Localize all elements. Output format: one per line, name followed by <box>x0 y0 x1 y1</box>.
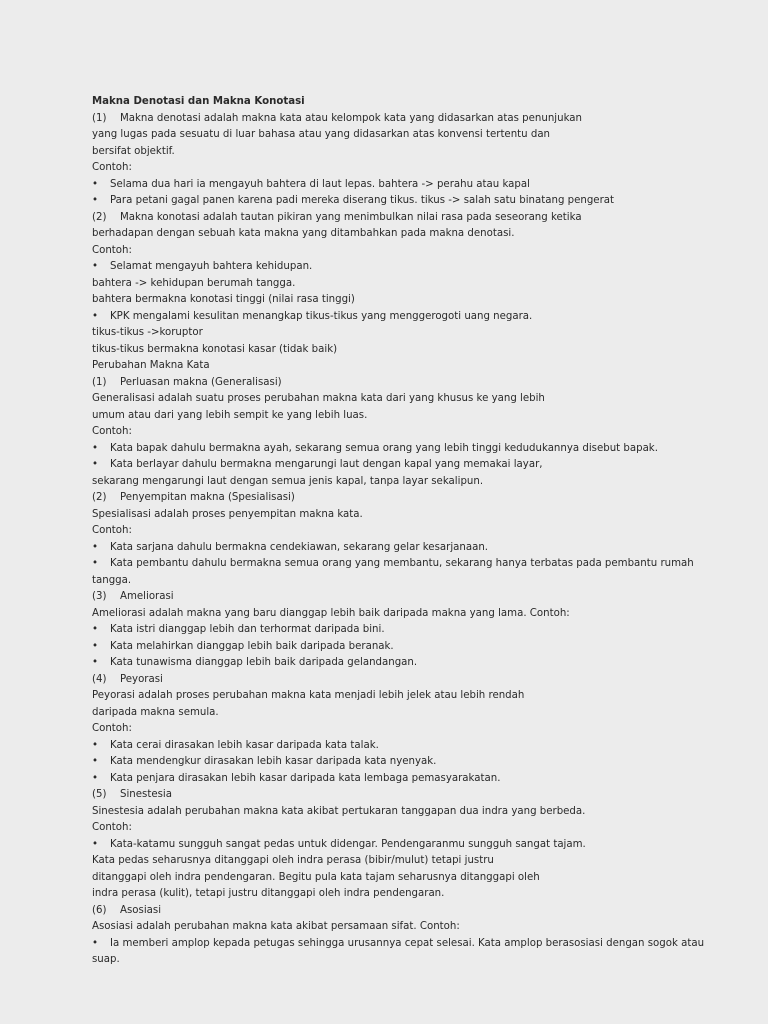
line-text: Asosiasi <box>120 904 162 916</box>
text-line <box>92 507 732 524</box>
text-line <box>92 127 732 144</box>
line-text: Selamat mengayuh bahtera kehidupan. <box>110 261 313 272</box>
line-text: Kata cerai dirasakan lebih kasar daripada kata talak. <box>110 739 379 751</box>
line-text: berhadapan dengan sebuah kata makna yang ditambahkan pada makna denotasi. <box>92 228 515 239</box>
text-line <box>92 276 732 293</box>
bullet-marker: • <box>92 640 99 652</box>
text-line <box>92 853 732 870</box>
line-text: yang lugas pada sesuatu di luar bahasa atau yang didasarkan atas konvensi tertentu dan <box>92 129 551 140</box>
number-marker: (6) <box>92 904 107 916</box>
bullet-line <box>92 837 732 854</box>
numbered-line <box>92 375 732 392</box>
text-line <box>92 292 732 309</box>
bullet-marker: • <box>92 624 99 635</box>
line-text: Kata pembantu dahulu bermakna semua orang yang membantu, sekarang hanya terbatas pada pembantu rumah <box>110 558 694 569</box>
bullet-line <box>92 441 732 458</box>
line-text: Generalisasi adalah suatu proses perubahan makna kata dari yang khusus ke yang lebih <box>92 393 545 404</box>
bullet-marker: • <box>92 739 99 751</box>
text-line <box>92 342 732 359</box>
line-text: tangga. <box>92 574 132 586</box>
line-text: Makna konotasi adalah tautan pikiran yang menimbulkan nilai rasa pada seseorang ketika <box>120 211 582 223</box>
text-line <box>92 474 732 491</box>
text-line <box>92 144 732 161</box>
line-text: sekarang mengarungi laut dengan semua jenis kapal, tanpa layar sekalipun. <box>92 475 484 487</box>
line-text: Asosiasi adalah perubahan makna kata akibat persamaan sifat. Contoh: <box>92 921 460 932</box>
line-text: Contoh: <box>92 244 132 256</box>
bullet-line <box>92 639 732 656</box>
numbered-line <box>92 210 732 227</box>
number-marker: (4) <box>92 673 107 685</box>
line-text: KPK mengalami kesulitan menangkap tikus-tikus yang menggerogoti uang negara. <box>110 310 533 322</box>
line-text: Makna denotasi adalah makna kata atau kelompok kata yang didasarkan atas penunjukan <box>120 112 582 124</box>
number-marker: (2) <box>92 211 107 223</box>
bullet-line <box>92 738 732 755</box>
numbered-line <box>92 903 732 920</box>
line-text: Ia memberi amplop kepada petugas sehingga urusannya cepat selesai. Kata amplop berasosiasi dengan sogok atau <box>110 937 705 949</box>
bullet-marker: • <box>92 756 99 767</box>
text-line <box>92 688 732 705</box>
numbered-line <box>92 672 732 689</box>
line-text: Kata-katamu sungguh sangat pedas untuk didengar. Pendengaranmu sungguh sangat tajam. <box>110 838 586 850</box>
line-text: Contoh: <box>92 822 132 833</box>
text-line <box>92 919 732 936</box>
text-line <box>92 358 732 375</box>
numbered-line <box>92 589 732 606</box>
line-text: Kata pedas seharusnya ditanggapi oleh indra perasa (bibir/mulut) tetapi justru <box>92 855 494 866</box>
line-text: Peyorasi <box>120 673 163 685</box>
bullet-line <box>92 259 732 276</box>
text-line <box>92 870 732 887</box>
line-text: ditanggapi oleh indra pendengaran. Begitu pula kata tajam seharusnya ditanggapi oleh <box>92 871 540 883</box>
bullet-marker: • <box>92 261 99 272</box>
line-text: Ameliorasi <box>120 591 174 602</box>
bullet-line <box>92 556 732 573</box>
line-text: tikus-tikus ->koruptor <box>92 327 203 338</box>
bullet-marker: • <box>92 442 99 454</box>
text-line <box>92 243 732 260</box>
bullet-line <box>92 457 732 474</box>
line-text: Contoh: <box>92 525 132 536</box>
bullet-line <box>92 622 732 639</box>
number-marker: (3) <box>92 591 107 602</box>
bullet-line <box>92 177 732 194</box>
numbered-line <box>92 111 732 128</box>
bullet-line <box>92 754 732 771</box>
line-text: Selama dua hari ia mengayuh bahtera di laut lepas. bahtera -> perahu atau kapal <box>110 178 530 190</box>
line-text: bersifat objektif. <box>92 145 175 157</box>
bullet-line <box>92 540 732 557</box>
bullet-line <box>92 936 732 953</box>
text-line <box>92 160 732 177</box>
line-text: Contoh: <box>92 426 132 437</box>
bullet-marker: • <box>92 937 99 949</box>
line-text: daripada makna semula. <box>92 706 219 718</box>
line-text: Kata penjara dirasakan lebih kasar daripada kata lembaga pemasyarakatan. <box>110 772 501 784</box>
line-text: Perubahan Makna Kata <box>92 360 210 371</box>
text-line <box>92 523 732 540</box>
line-text: Kata mendengkur dirasakan lebih kasar daripada kata nyenyak. <box>110 756 437 767</box>
bullet-marker: • <box>92 772 99 784</box>
number-marker: (1) <box>92 112 107 124</box>
text-line <box>92 573 732 590</box>
line-text: Penyempitan makna (Spesialisasi) <box>120 492 295 503</box>
line-text: Sinestesia adalah perubahan makna kata akibat pertukaran tanggapan dua indra yang berbeda. <box>92 805 586 817</box>
text-line <box>92 804 732 821</box>
number-marker: (2) <box>92 492 107 503</box>
text-line <box>92 226 732 243</box>
line-text: Kata istri dianggap lebih dan terhormat daripada bini. <box>110 624 385 635</box>
bullet-marker: • <box>92 459 99 470</box>
numbered-line <box>92 787 732 804</box>
bullet-marker: • <box>92 178 99 190</box>
bullet-marker: • <box>92 195 99 206</box>
line-text: Makna Denotasi dan Makna Konotasi <box>92 96 305 107</box>
document-title <box>92 94 732 111</box>
line-text: tikus-tikus bermakna konotasi kasar (tidak baik) <box>92 343 338 355</box>
document-body <box>92 94 732 969</box>
numbered-line <box>92 490 732 507</box>
bullet-marker: • <box>92 657 99 668</box>
line-text: Kata tunawisma dianggap lebih baik daripada gelandangan. <box>110 657 418 668</box>
text-line <box>92 424 732 441</box>
line-text: suap. <box>92 954 120 965</box>
text-line <box>92 391 732 408</box>
bullet-marker: • <box>92 541 99 553</box>
bullet-marker: • <box>92 838 99 850</box>
text-line <box>92 820 732 837</box>
text-line <box>92 606 732 623</box>
line-text: bahtera bermakna konotasi tinggi (nilai rasa tinggi) <box>92 294 355 305</box>
line-text: Kata berlayar dahulu bermakna mengarungi laut dengan kapal yang memakai layar, <box>110 459 543 470</box>
text-line <box>92 325 732 342</box>
line-text: indra perasa (kulit), tetapi justru ditanggapi oleh indra pendengaran. <box>92 888 445 899</box>
bullet-line <box>92 309 732 326</box>
bullet-marker: • <box>92 310 99 322</box>
text-line <box>92 721 732 738</box>
line-text: Perluasan makna (Generalisasi) <box>120 376 282 388</box>
line-text: Spesialisasi adalah proses penyempitan makna kata. <box>92 508 363 520</box>
line-text: Kata sarjana dahulu bermakna cendekiawan, sekarang gelar kesarjanaan. <box>110 541 489 553</box>
bullet-line <box>92 655 732 672</box>
text-line <box>92 952 732 969</box>
text-line <box>92 886 732 903</box>
line-text: Contoh: <box>92 162 132 173</box>
text-line <box>92 408 732 425</box>
bullet-line <box>92 771 732 788</box>
line-text: bahtera -> kehidupan berumah tangga. <box>92 277 296 289</box>
text-line <box>92 705 732 722</box>
line-text: Kata melahirkan dianggap lebih baik daripada beranak. <box>110 640 394 652</box>
line-text: Peyorasi adalah proses perubahan makna kata menjadi lebih jelek atau lebih rendah <box>92 690 525 701</box>
bullet-line <box>92 193 732 210</box>
line-text: Contoh: <box>92 723 132 734</box>
line-text: Ameliorasi adalah makna yang baru dianggap lebih baik daripada makna yang lama. Contoh: <box>92 607 570 619</box>
line-text: Kata bapak dahulu bermakna ayah, sekarang semua orang yang lebih tinggi kedudukannya disebut bapak. <box>110 442 658 454</box>
line-text: umum atau dari yang lebih sempit ke yang lebih luas. <box>92 409 368 421</box>
number-marker: (5) <box>92 789 107 800</box>
number-marker: (1) <box>92 376 107 388</box>
line-text: Sinestesia <box>120 789 172 800</box>
bullet-marker: • <box>92 558 99 569</box>
line-text: Para petani gagal panen karena padi mereka diserang tikus. tikus -> salah satu binatang pengerat <box>110 195 615 206</box>
